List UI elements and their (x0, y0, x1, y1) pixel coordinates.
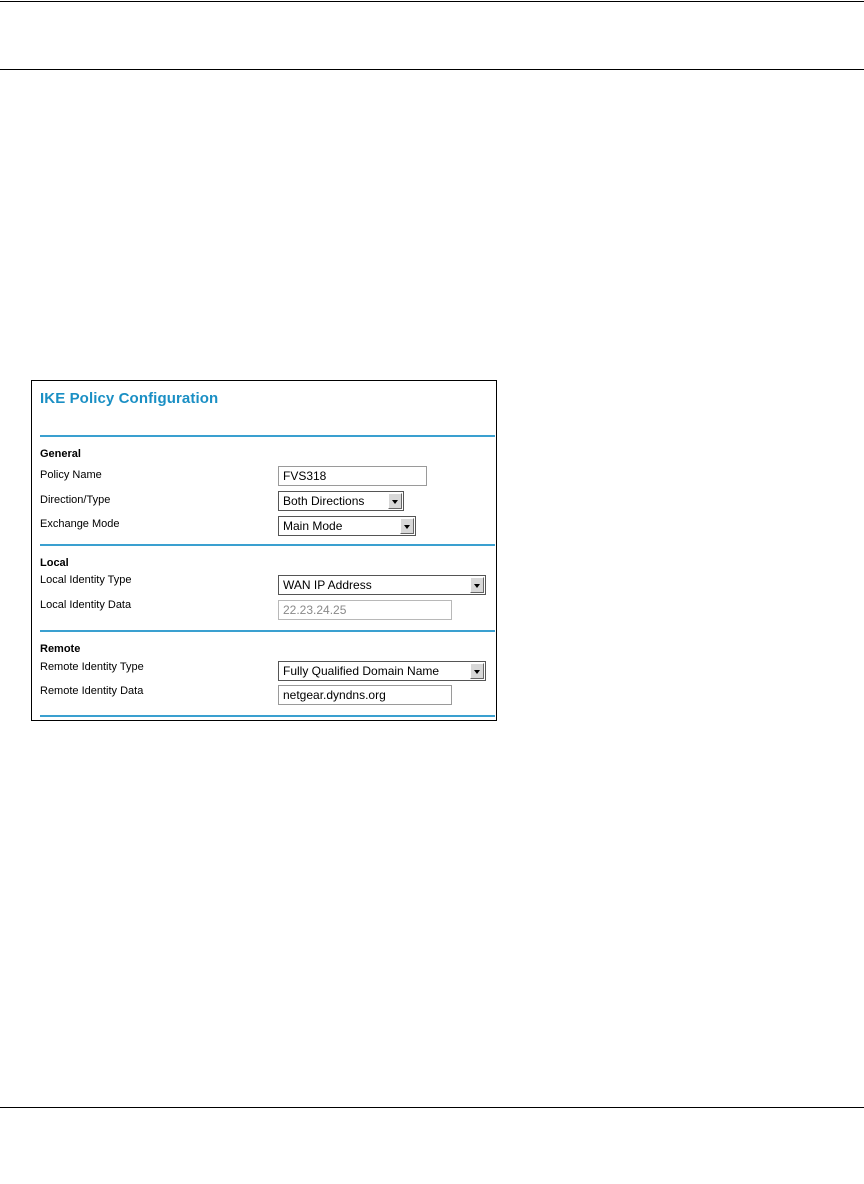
general-heading: General (40, 448, 81, 460)
policy-name-input[interactable] (278, 466, 427, 486)
header-bottom-rule (0, 69, 864, 70)
local-identity-type-label: Local Identity Type (40, 574, 132, 586)
remote-heading: Remote (40, 643, 81, 655)
policy-name-label: Policy Name (40, 469, 102, 481)
ike-policy-panel (31, 380, 497, 721)
local-identity-data-value: 22.23.24.25 (283, 603, 347, 617)
remote-identity-data-label: Remote Identity Data (40, 685, 144, 697)
local-identity-type-select[interactable] (278, 575, 486, 595)
remote-identity-data-value: netgear.dyndns.org (283, 688, 386, 702)
general-separator (40, 544, 495, 546)
local-identity-type-value: WAN IP Address (283, 578, 372, 592)
remote-identity-type-select[interactable] (278, 661, 486, 681)
direction-type-value: Both Directions (283, 494, 365, 508)
title-separator (40, 435, 495, 437)
panel-title: IKE Policy Configuration (40, 390, 219, 407)
exchange-mode-value: Main Mode (283, 519, 343, 533)
chevron-down-icon[interactable] (470, 577, 484, 593)
chevron-down-icon[interactable] (470, 663, 484, 679)
direction-type-select[interactable] (278, 491, 404, 511)
footer-top-rule (0, 1107, 864, 1108)
policy-name-value: FVS318 (283, 469, 327, 483)
remote-identity-type-value: Fully Qualified Domain Name (283, 664, 440, 678)
remote-identity-data-input[interactable] (278, 685, 452, 705)
chevron-down-icon[interactable] (388, 493, 402, 509)
local-identity-data-label: Local Identity Data (40, 599, 132, 611)
local-separator (40, 630, 495, 632)
local-heading: Local (40, 557, 69, 569)
remote-separator (40, 715, 495, 717)
page-top-rule (0, 1, 864, 2)
direction-type-label: Direction/Type (40, 494, 111, 506)
chevron-down-icon[interactable] (400, 518, 414, 534)
exchange-mode-select[interactable] (278, 516, 416, 536)
exchange-mode-label: Exchange Mode (40, 518, 120, 530)
remote-identity-type-label: Remote Identity Type (40, 661, 144, 673)
local-identity-data-input[interactable] (278, 600, 452, 620)
